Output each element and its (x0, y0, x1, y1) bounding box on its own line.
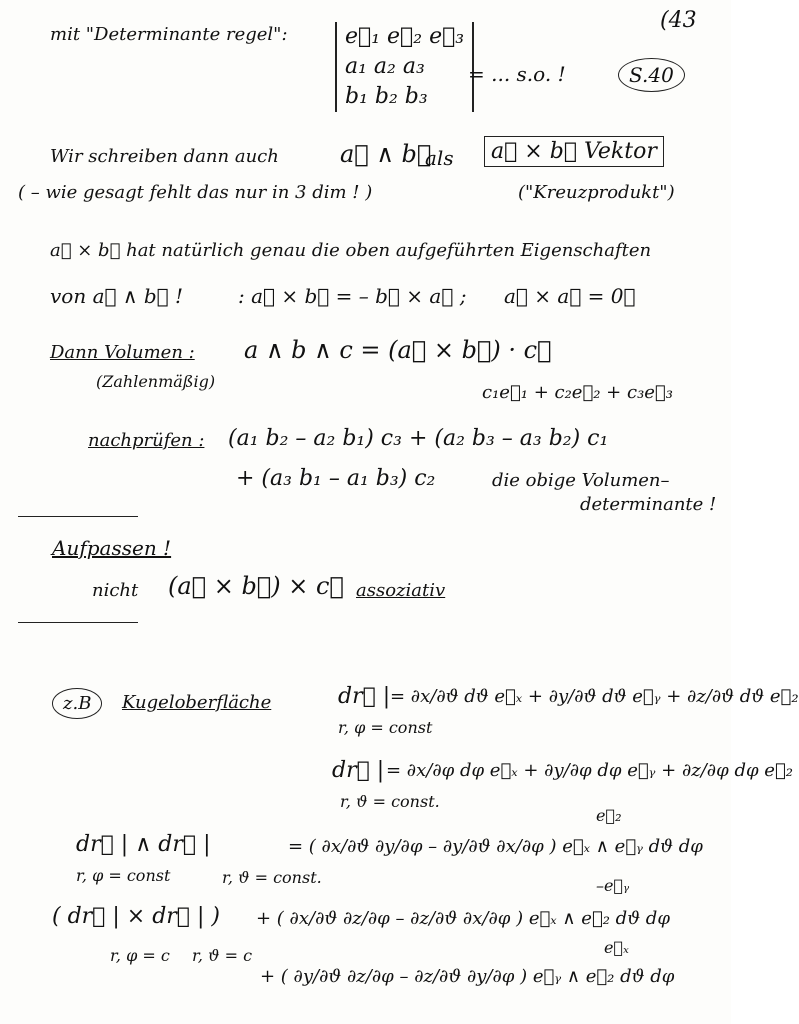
determinant-reference: S.40 (618, 58, 685, 92)
cross-product-box: a⃗ × b⃗ Vektor (484, 136, 664, 167)
determinant-rhs: = ... s.o. ! (468, 62, 566, 86)
cross-condition-b: r, ϑ = c (192, 946, 253, 965)
caution-title: Aufpassen ! (52, 536, 172, 560)
separator-top (18, 516, 138, 517)
properties-line-2c: a⃗ × a⃗ = 0⃗ (504, 284, 636, 308)
determinant-row-3: b₁ b₂ b₃ (345, 84, 428, 109)
wedge-term-2: + ( ∂x/∂ϑ ∂z/∂φ – ∂z/∂ϑ ∂x/∂φ ) e⃗ₓ ∧ e⃗₂ dϑ dφ (256, 908, 670, 929)
annotation-ey: –e⃗ᵧ (596, 876, 630, 895)
c-expansion: c₁e⃗₁ + c₂e⃗₂ + c₃e⃗₃ (482, 382, 673, 403)
check-note-1: die obige Volumen– (492, 470, 670, 491)
annotation-ex: e⃗ₓ (604, 938, 629, 957)
check-note-2: determinante ! (580, 494, 717, 515)
check-label: nachprüfen : (88, 430, 205, 451)
volume-sublabel: (Zahlenmäßig) (96, 372, 216, 391)
properties-line-1: a⃗ × b⃗ hat natürlich genau die oben aufgeführten Eigenschaften (50, 240, 652, 261)
determinant-matrix (335, 22, 474, 112)
annotation-ez: e⃗₂ (596, 806, 622, 825)
sphere-title: Kugeloberfläche (122, 692, 272, 713)
dimension-remark: ( – wie gesagt fehlt das nur in 3 dim ! ) (18, 182, 373, 203)
als-word: als (425, 146, 454, 170)
dr-phi-rhs: = ∂x/∂φ dφ e⃗ₓ + ∂y/∂φ dφ e⃗ᵧ + ∂z/∂φ dφ e⃗₂ (386, 760, 793, 781)
wedge-term-3: + ( ∂y/∂ϑ ∂z/∂φ – ∂z/∂ϑ ∂y/∂φ ) e⃗ᵧ ∧ e⃗₂ dϑ dφ (260, 966, 675, 987)
caution-not: nicht (92, 580, 139, 601)
separator-bottom (18, 622, 138, 623)
wedge-condition-b: r, ϑ = const. (222, 868, 322, 887)
check-line-2: + (a₃ b₁ – a₁ b₃) c₂ (236, 466, 436, 491)
determinant-label: mit "Determinante regel": (50, 24, 288, 45)
dr-theta-lhs: dr⃗ | (338, 684, 391, 709)
caution-expression: (a⃗ × b⃗) × c⃗ (168, 572, 344, 600)
volume-label: Dann Volumen : (50, 342, 195, 363)
wedge-term-1: = ( ∂x/∂ϑ ∂y/∂φ – ∂y/∂ϑ ∂x/∂φ ) e⃗ₓ ∧ e⃗ᵧ dϑ dφ (288, 836, 703, 857)
dr-theta-rhs: = ∂x/∂ϑ dϑ e⃗ₓ + ∂y/∂ϑ dϑ e⃗ᵧ + ∂z/∂ϑ dϑ e⃗₂ (390, 686, 799, 707)
wedge-condition-a: r, φ = const (76, 866, 171, 885)
properties-line-2b: : a⃗ × b⃗ = – b⃗ × a⃗ ; (238, 284, 467, 308)
caution-associative: assoziativ (356, 580, 446, 601)
dr-theta-condition: r, φ = const (338, 718, 433, 737)
cross-condition-a: r, φ = c (110, 946, 170, 965)
volume-expression: a ∧ b ∧ c = (a⃗ × b⃗) · c⃗ (244, 336, 552, 364)
page-number: (43 (660, 8, 697, 33)
check-line-1: (a₁ b₂ – a₂ b₁) c₃ + (a₂ b₃ – a₃ b₂) c₁ (228, 426, 609, 451)
cross-lhs: ( dr⃗ | × dr⃗ | ) (52, 904, 220, 929)
determinant-row-1: e⃗₁ e⃗₂ e⃗₃ (345, 24, 465, 49)
kreuzprodukt-label: ("Kreuzprodukt") (518, 182, 675, 203)
example-tag: z.B (52, 688, 102, 719)
wedge-lhs: dr⃗ | ∧ dr⃗ | (76, 832, 211, 857)
determinant-row-2: a₁ a₂ a₃ (345, 54, 425, 79)
dr-phi-condition: r, ϑ = const. (340, 792, 440, 811)
cross-product-intro: Wir schreiben dann auch (50, 146, 279, 167)
properties-line-2a: von a⃗ ∧ b⃗ ! (50, 284, 184, 308)
dr-phi-lhs: dr⃗ | (332, 758, 385, 783)
wedge-expression: a⃗ ∧ b⃗ (340, 140, 432, 168)
